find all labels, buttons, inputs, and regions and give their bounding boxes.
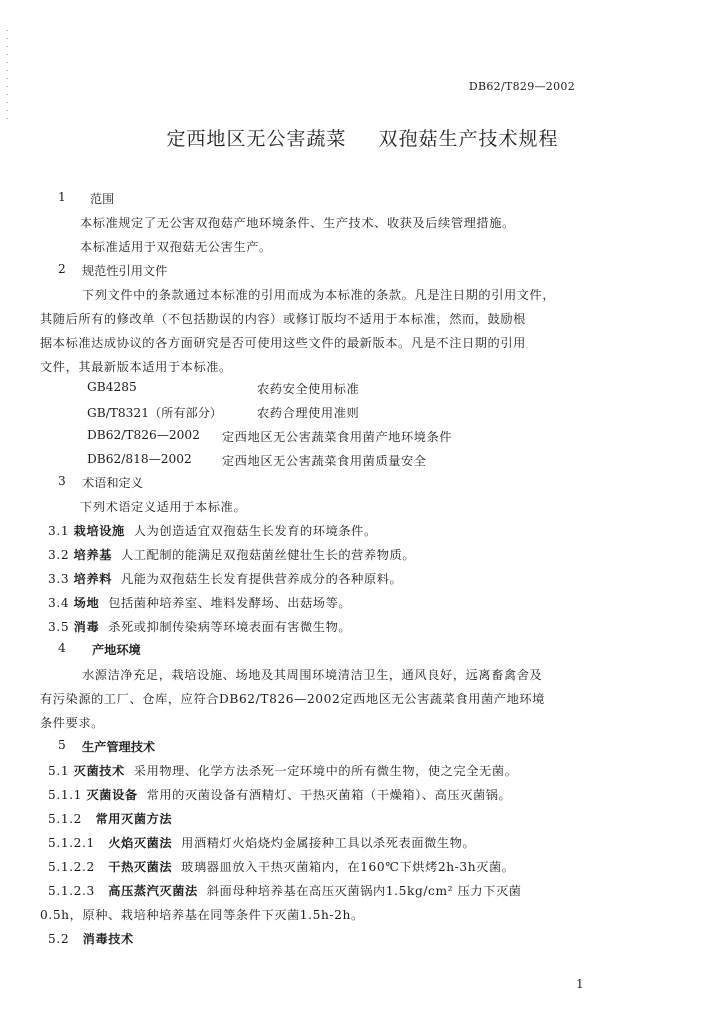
term-def: 人为创造适宜双孢菇生长发育的环境条件。: [133, 524, 377, 538]
clause-heading: 常用灭菌方法: [95, 812, 173, 826]
clause-def: 玻璃器皿放入干热灭菌箱内，在160℃下烘烤2h-3h灭菌。: [181, 860, 515, 874]
clause-term: 干热灭菌法: [108, 860, 173, 874]
section-3-intro: 下列术语定义适用于本标准。: [80, 500, 247, 514]
clause-term: 火焰灭菌法: [108, 836, 173, 850]
term-num: 3.4: [48, 596, 70, 610]
section-1-heading: 范围: [90, 192, 115, 206]
term-name: 消毒: [73, 620, 100, 634]
page-number: 1: [576, 977, 584, 991]
section-1-num: 1: [58, 190, 66, 204]
scan-margin-marks: [6, 30, 8, 120]
term-name: 场地: [73, 596, 100, 610]
section-4-heading: 产地环境: [92, 643, 141, 657]
clause-def: 斜面母种培养基在高压灭菌锅内1.5kg/cm² 压力下灭菌: [206, 884, 522, 898]
term-name: 栽培设施: [73, 524, 125, 538]
clause-num: 5.1.2: [48, 812, 83, 826]
ref-code: DB62/T826—2002: [87, 428, 200, 442]
section-2-heading: 规范性引用文件: [82, 264, 168, 278]
section-1-para2: 本标准适用于双孢菇无公害生产。: [80, 240, 272, 254]
section-4-num: 4: [58, 641, 66, 655]
ref-title: 定西地区无公害蔬菜食用菌产地环境条件: [222, 430, 453, 444]
section-4-para-line3: 条件要求。: [40, 716, 104, 730]
term-row: [48, 618, 351, 635]
clause-num: 5.1.2.2: [48, 860, 95, 874]
ref-code: GB/T8321（所有部分）: [87, 406, 223, 420]
title-part1: 定西地区无公害蔬菜: [166, 128, 347, 150]
ref-title: 农药合理使用准则: [257, 406, 360, 420]
clause-5-1-2-3-cont: 0.5h，原种、栽培种培养基在同等条件下灭菌1.5h-2h。: [40, 908, 364, 922]
term-row: [48, 522, 377, 539]
term-name: 培养料: [73, 572, 113, 586]
section-4-para-line2: 有污染源的工厂、仓库，应符合DB62/T826—2002定西地区无公害蔬菜食用菌产地环境: [40, 692, 545, 706]
title-part2: 双孢菇生产技术规程: [378, 128, 559, 150]
term-num: 3.2: [48, 548, 70, 562]
ref-title: 定西地区无公害蔬菜食用菌质量安全: [222, 454, 427, 468]
section-2-num: 2: [58, 262, 66, 276]
section-2-para-line1: 下列文件中的条款通过本标准的引用而成为本标准的条款。凡是注日期的引用文件，: [82, 288, 556, 302]
section-4-para-line1: 水源洁净充足，栽培设施、场地及其周围环境清洁卫生，通风良好，远离畜禽舍及: [82, 668, 543, 682]
section-2-para-line3: 据本标准达成协议的各方面研究是否可使用这些文件的最新版本。凡是不注日期的引用: [40, 336, 526, 350]
clause-5-1-1: [48, 786, 511, 803]
clause-num: 5.1.2.3: [48, 884, 95, 898]
clause-num: 5.1.2.1: [48, 836, 95, 850]
section-3-heading: 术语和定义: [82, 476, 143, 490]
term-def: 凡能为双孢菇生长发育提供营养成分的各种原料。: [121, 572, 403, 586]
clause-term: 灭菌技术: [73, 764, 125, 778]
term-row: [48, 546, 415, 563]
clause-term: 灭菌设备: [86, 788, 138, 802]
section-5-num: 5: [58, 738, 66, 752]
section-1-para1: 本标准规定了无公害双孢菇产地环境条件、生产技术、收获及后续管理措施。: [80, 216, 515, 230]
clause-5-2: [48, 930, 134, 947]
section-3-num: 3: [58, 474, 66, 488]
ref-code: DB62/818—2002: [87, 452, 192, 466]
clause-term: 高压蒸汽灭菌法: [108, 884, 198, 898]
section-5-heading: 生产管理技术: [82, 740, 156, 754]
term-num: 3.1: [48, 524, 70, 538]
term-def: 人工配制的能满足双孢菇菌丝健壮生长的营养物质。: [121, 548, 416, 562]
term-row: [48, 594, 351, 611]
term-num: 3.3: [48, 572, 70, 586]
clause-num: 5.2: [48, 932, 70, 946]
clause-5-1-2-3: [48, 882, 522, 899]
term-name: 培养基: [73, 548, 113, 562]
clause-5-1-2-2: [48, 858, 515, 875]
clause-num: 5.1.1: [48, 788, 83, 802]
clause-def: 常用的灭菌设备有酒精灯、干热灭菌箱（干燥箱）、高压灭菌锅。: [146, 788, 512, 802]
term-def: 包括菌种培养室、堆料发酵场、出菇场等。: [108, 596, 352, 610]
clause-5-1-2: [48, 810, 172, 827]
term-num: 3.5: [48, 620, 70, 634]
clause-def: 采用物理、化学方法杀死一定环境中的所有微生物，使之完全无菌。: [133, 764, 518, 778]
clause-5-1-2-1: [48, 834, 475, 851]
clause-def: 用酒精灯火焰烧灼金属接种工具以杀死表面微生物。: [181, 836, 476, 850]
section-2-para-line2: 其随后所有的修改单（不包括勘误的内容）或修订版均不适用于本标准，然而，鼓励根: [40, 312, 526, 326]
term-row: [48, 570, 402, 587]
page-title: [0, 124, 725, 151]
clause-num: 5.1: [48, 764, 70, 778]
ref-title: 农药安全使用标准: [257, 382, 360, 396]
clause-heading: 消毒技术: [82, 932, 134, 946]
ref-code: GB4285: [87, 380, 137, 394]
term-def: 杀死或抑制传染病等环境表面有害微生物。: [108, 620, 352, 634]
clause-5-1: [48, 762, 517, 779]
section-2-para-line4: 文件，其最新版本适用于本标准。: [40, 360, 232, 374]
standard-code: DB62/T829—2002: [468, 80, 575, 93]
